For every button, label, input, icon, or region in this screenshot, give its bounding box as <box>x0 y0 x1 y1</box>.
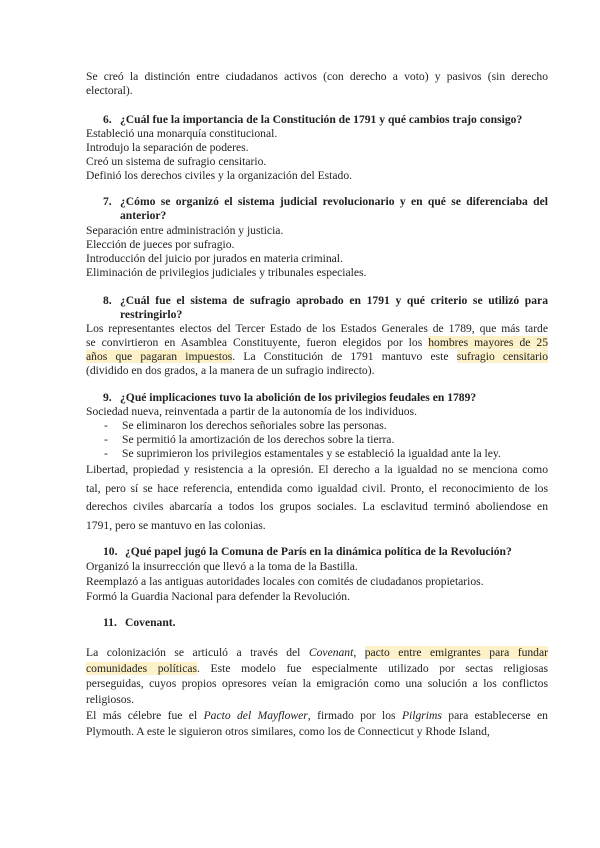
question-title: ¿Cuál fue el sistema de sufragio aprobado en 1791 y qué criterio se utilizó para <box>120 294 548 307</box>
answer-line: Sociedad nueva, reinventada a partir de la autonomía de los individuos. <box>86 405 417 418</box>
answer-text: La colonización se articuló a través del <box>86 646 301 659</box>
question-title: anterior? <box>120 209 167 222</box>
italic-term: Pilgrims <box>401 709 442 722</box>
answer-text: El más célebre fue el <box>86 709 198 722</box>
answer-11 <box>86 645 548 707</box>
answer-line: Definió los derechos civiles y la organización del Estado. <box>86 169 353 182</box>
bullet-text: Se suprimieron los privilegios estamentales y se estableció la igualdad ante la ley. <box>122 447 501 460</box>
answer-line: Organizó la insurrección que llevó a la toma de la Bastilla. <box>86 560 358 573</box>
answer-line: Estableció una monarquía constitucional. <box>86 127 278 140</box>
answer-8 <box>86 322 548 378</box>
question-title: ¿Qué implicaciones tuvo la abolición de los privilegios feudales en 1789? <box>120 391 477 404</box>
answer-text: . Este modelo fue especialmente utilizado por sectas religiosas <box>197 661 548 675</box>
bullet-text: Se permitió la amortización de los derechos sobre la tierra. <box>122 433 395 446</box>
highlight: pacto entre emigrantes para fundar <box>364 646 548 659</box>
bullet-dash: - <box>104 433 108 446</box>
answer-text: para establecerse en <box>448 709 548 722</box>
bullet-item <box>86 447 548 461</box>
answer-line: Eliminación de privilegios judiciales y tribunales especiales. <box>86 266 367 279</box>
question-number: 8. <box>103 294 112 307</box>
intro-line: Se creó la distinción entre ciudadanos activos (con derecho a voto) y pasivos (sin derecho <box>86 70 548 83</box>
highlight: hombres mayores de 25 <box>428 336 548 349</box>
question-title: ¿Cómo se organizó el sistema judicial revolucionario y en qué se diferenciaba del <box>120 195 548 208</box>
highlight: sufragio censitario <box>456 350 548 363</box>
answer-line: Introdujo la separación de poderes. <box>86 141 249 154</box>
answer-line: Elección de jueces por sufragio. <box>86 238 235 251</box>
answer-text: , firmado por los <box>307 709 396 722</box>
answer-line: Libertad, propiedad y resistencia a la opresión. El derecho a la igualdad no se menciona como <box>86 463 548 476</box>
bullet-item <box>86 419 548 433</box>
answer-text: . La Constitución de 1791 mantuvo este <box>232 350 449 363</box>
answer-line: Introducción del juicio por jurados en materia criminal. <box>86 252 343 265</box>
answer-9-paragraph <box>86 461 548 535</box>
answer-9 <box>86 405 548 461</box>
answer-line: Reemplazó a las antiguas autoridades locales con comités de ciudadanos propietarios. <box>86 575 484 588</box>
italic-term: Pacto del Mayflower <box>203 709 308 722</box>
italic-term: Covenant <box>308 646 354 659</box>
bullet-text: Se eliminaron los derechos señoriales sobre las personas. <box>122 419 387 432</box>
intro-paragraph <box>86 70 548 98</box>
answer-text: , <box>353 646 357 659</box>
answer-line: religiosos. <box>86 692 134 706</box>
bullet-dash: - <box>104 419 108 432</box>
question-number: 6. <box>103 113 112 126</box>
intro-line: electoral). <box>86 84 133 97</box>
highlight: comunidades políticas <box>86 661 198 675</box>
answer-11-paragraph-2 <box>86 708 548 740</box>
answer-6 <box>86 127 548 183</box>
bullet-item <box>86 433 548 447</box>
answer-line: (dividido en dos grados, a la manera de un sufragio indirecto). <box>86 364 375 377</box>
answer-line: Los representantes electos del Tercer Estado de los Estados Generales de 1789, que más tarde <box>86 322 548 335</box>
answer-line: Creó un sistema de sufragio censitario. <box>86 155 267 168</box>
answer-line: perseguidas, cuyos propios opresores veían la emigración como una solución a los conflictos <box>86 677 548 690</box>
question-number: 10. <box>103 545 118 558</box>
answer-10 <box>86 559 548 604</box>
question-title: ¿Cuál fue la importancia de la Constitución de 1791 y qué cambios trajo consigo? <box>120 113 523 126</box>
answer-line: derechos civiles abarcaría a todos los grupos sociales. La esclavitud terminó aboliendose en <box>86 500 548 513</box>
question-title: Covenant. <box>125 616 176 629</box>
answer-line: 1791, pero se mantuvo en las colonias. <box>86 518 266 532</box>
answer-line: Separación entre administración y justicia. <box>86 224 284 237</box>
question-number: 9. <box>103 391 112 404</box>
highlight: años que pagaran impuestos <box>86 350 233 363</box>
answer-line: tal, pero sí se hace referencia, entendida como igualdad civil. Pronto, el reconocimiento de los <box>86 481 548 495</box>
answer-line: Plymouth. A este le siguieron otros similares, como los de Connecticut y Rhode Island, <box>86 725 490 738</box>
answer-text: se convirtieron en Asamblea Constituyente, fueron elegidos por los <box>86 336 423 349</box>
question-number: 11. <box>103 616 117 629</box>
bullet-dash: - <box>104 447 108 460</box>
question-title: restringirlo? <box>120 308 183 321</box>
answer-line: Formó la Guardia Nacional para defender la Revolución. <box>86 590 350 603</box>
question-number: 7. <box>103 195 112 208</box>
answer-7 <box>86 224 548 280</box>
question-title: ¿Qué papel jugó la Comuna de París en la dinámica política de la Revolución? <box>125 545 512 558</box>
